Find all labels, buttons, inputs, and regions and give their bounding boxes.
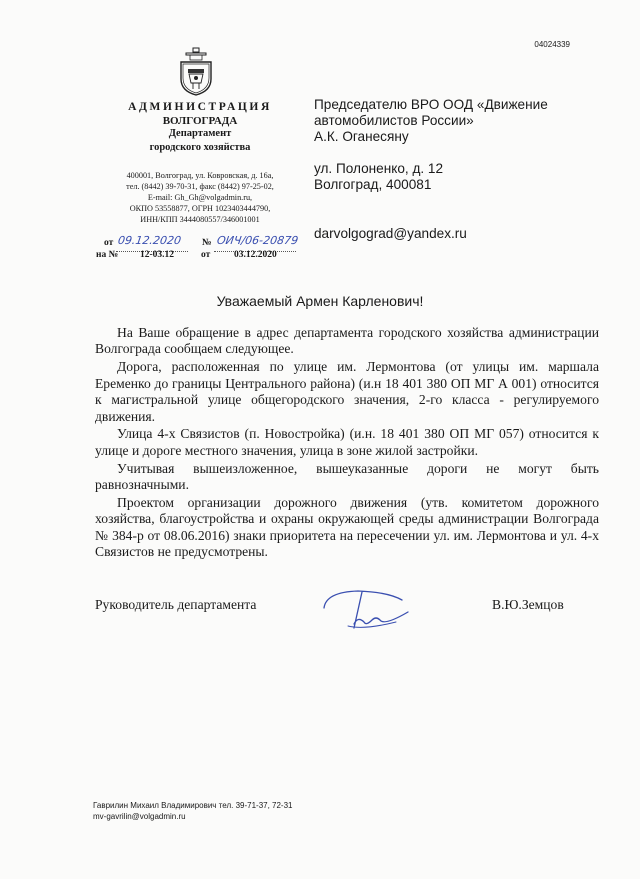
reference-number: 12-03.12 — [140, 250, 175, 260]
footer-email: mv-gavrilin@volgadmin.ru — [93, 812, 186, 821]
sender-phone-line: тел. (8442) 39-70-31, факс (8442) 97-25-02, — [126, 182, 274, 191]
reference-date-prefix: от — [201, 250, 211, 260]
outgoing-number-prefix: № — [202, 238, 212, 248]
sender-okpo-line: ОКПО 53558877, ОГРН 1023403444790, — [129, 204, 271, 213]
outgoing-date-prefix: от — [104, 238, 114, 248]
handwritten-signature — [318, 586, 410, 634]
reference-date: 03.12.2020 — [234, 250, 277, 260]
outgoing-date-handwritten: 09.12.2020 — [117, 234, 182, 247]
recipient-line: автомобилистов России» — [314, 113, 474, 128]
reference-label: на № — [96, 250, 119, 260]
recipient-email: darvolgograd@yandex.ru — [314, 226, 467, 241]
greeting: Уважаемый Армен Карленович! — [216, 293, 424, 309]
recipient-street: ул. Полоненко, д. 12 — [314, 161, 444, 176]
signatory-name: В.Ю.Земцов — [492, 597, 564, 612]
letter-body — [95, 325, 599, 562]
document-id: 04024339 — [534, 40, 570, 49]
sender-inn-line: ИНН/КПП 3444080557/346001001 — [140, 215, 260, 224]
org-name: АДМИНИСТРАЦИЯ — [128, 101, 272, 113]
outgoing-number-handwritten: ОИЧ/06-20879 — [216, 234, 300, 247]
recipient-name: А.К. Оганесяну — [314, 129, 409, 144]
department-label: Департамент — [168, 128, 232, 139]
org-city: ВОЛГОГРАДА — [162, 115, 238, 127]
sender-email-line: E-mail: Gh_Gh@volgadmin.ru, — [147, 193, 253, 202]
body-paragraph: Проектом организации дорожного движения (утв. комитетом дорожного хозяйства, благоустройства и охраны окружающей среды администрации Волгограда № 384-р от 08.06.2016) знаки приоритета на пересечении ул. им. Лермонтова и ул. 4-х Связистов не предусмотрены. — [95, 495, 599, 560]
recipient-city: Волгоград, 400081 — [314, 177, 432, 192]
body-paragraph: Учитывая вышеизложенное, вышеуказанные дороги не могут быть равнозначными. — [95, 460, 599, 493]
body-paragraph: Улица 4-х Связистов (п. Новостройка) (и.н. 18 401 380 ОП МГ 057) относится к улице и дороге местного значения, улица в зоне жилой застройки. — [95, 426, 599, 458]
department-name: городского хозяйства — [149, 142, 251, 153]
signatory-position: Руководитель департамента — [95, 597, 257, 612]
body-paragraph: Дорога, расположенная по улице им. Лермонтова (от улицы им. маршала Еременко до границы Центрального района) (и.н 18 401 380 ОП МГ А 001) относится к магистральной улице общегородского значения, 2-го класса - регулируемого движения. — [95, 359, 599, 424]
coat-of-arms-icon — [176, 47, 216, 97]
sender-address-line: 400001, Волгоград, ул. Ковровская, д. 16а, — [126, 171, 274, 180]
recipient-line: Председателю ВРО ООД «Движение — [314, 97, 548, 112]
body-paragraph: На Ваше обращение в адрес департамента городского хозяйства администрации Волгограда сообщаем следующее. — [95, 325, 599, 357]
footer-contact: Гаврилин Михаил Владимирович тел. 39-71-37, 72-31 — [93, 801, 293, 810]
